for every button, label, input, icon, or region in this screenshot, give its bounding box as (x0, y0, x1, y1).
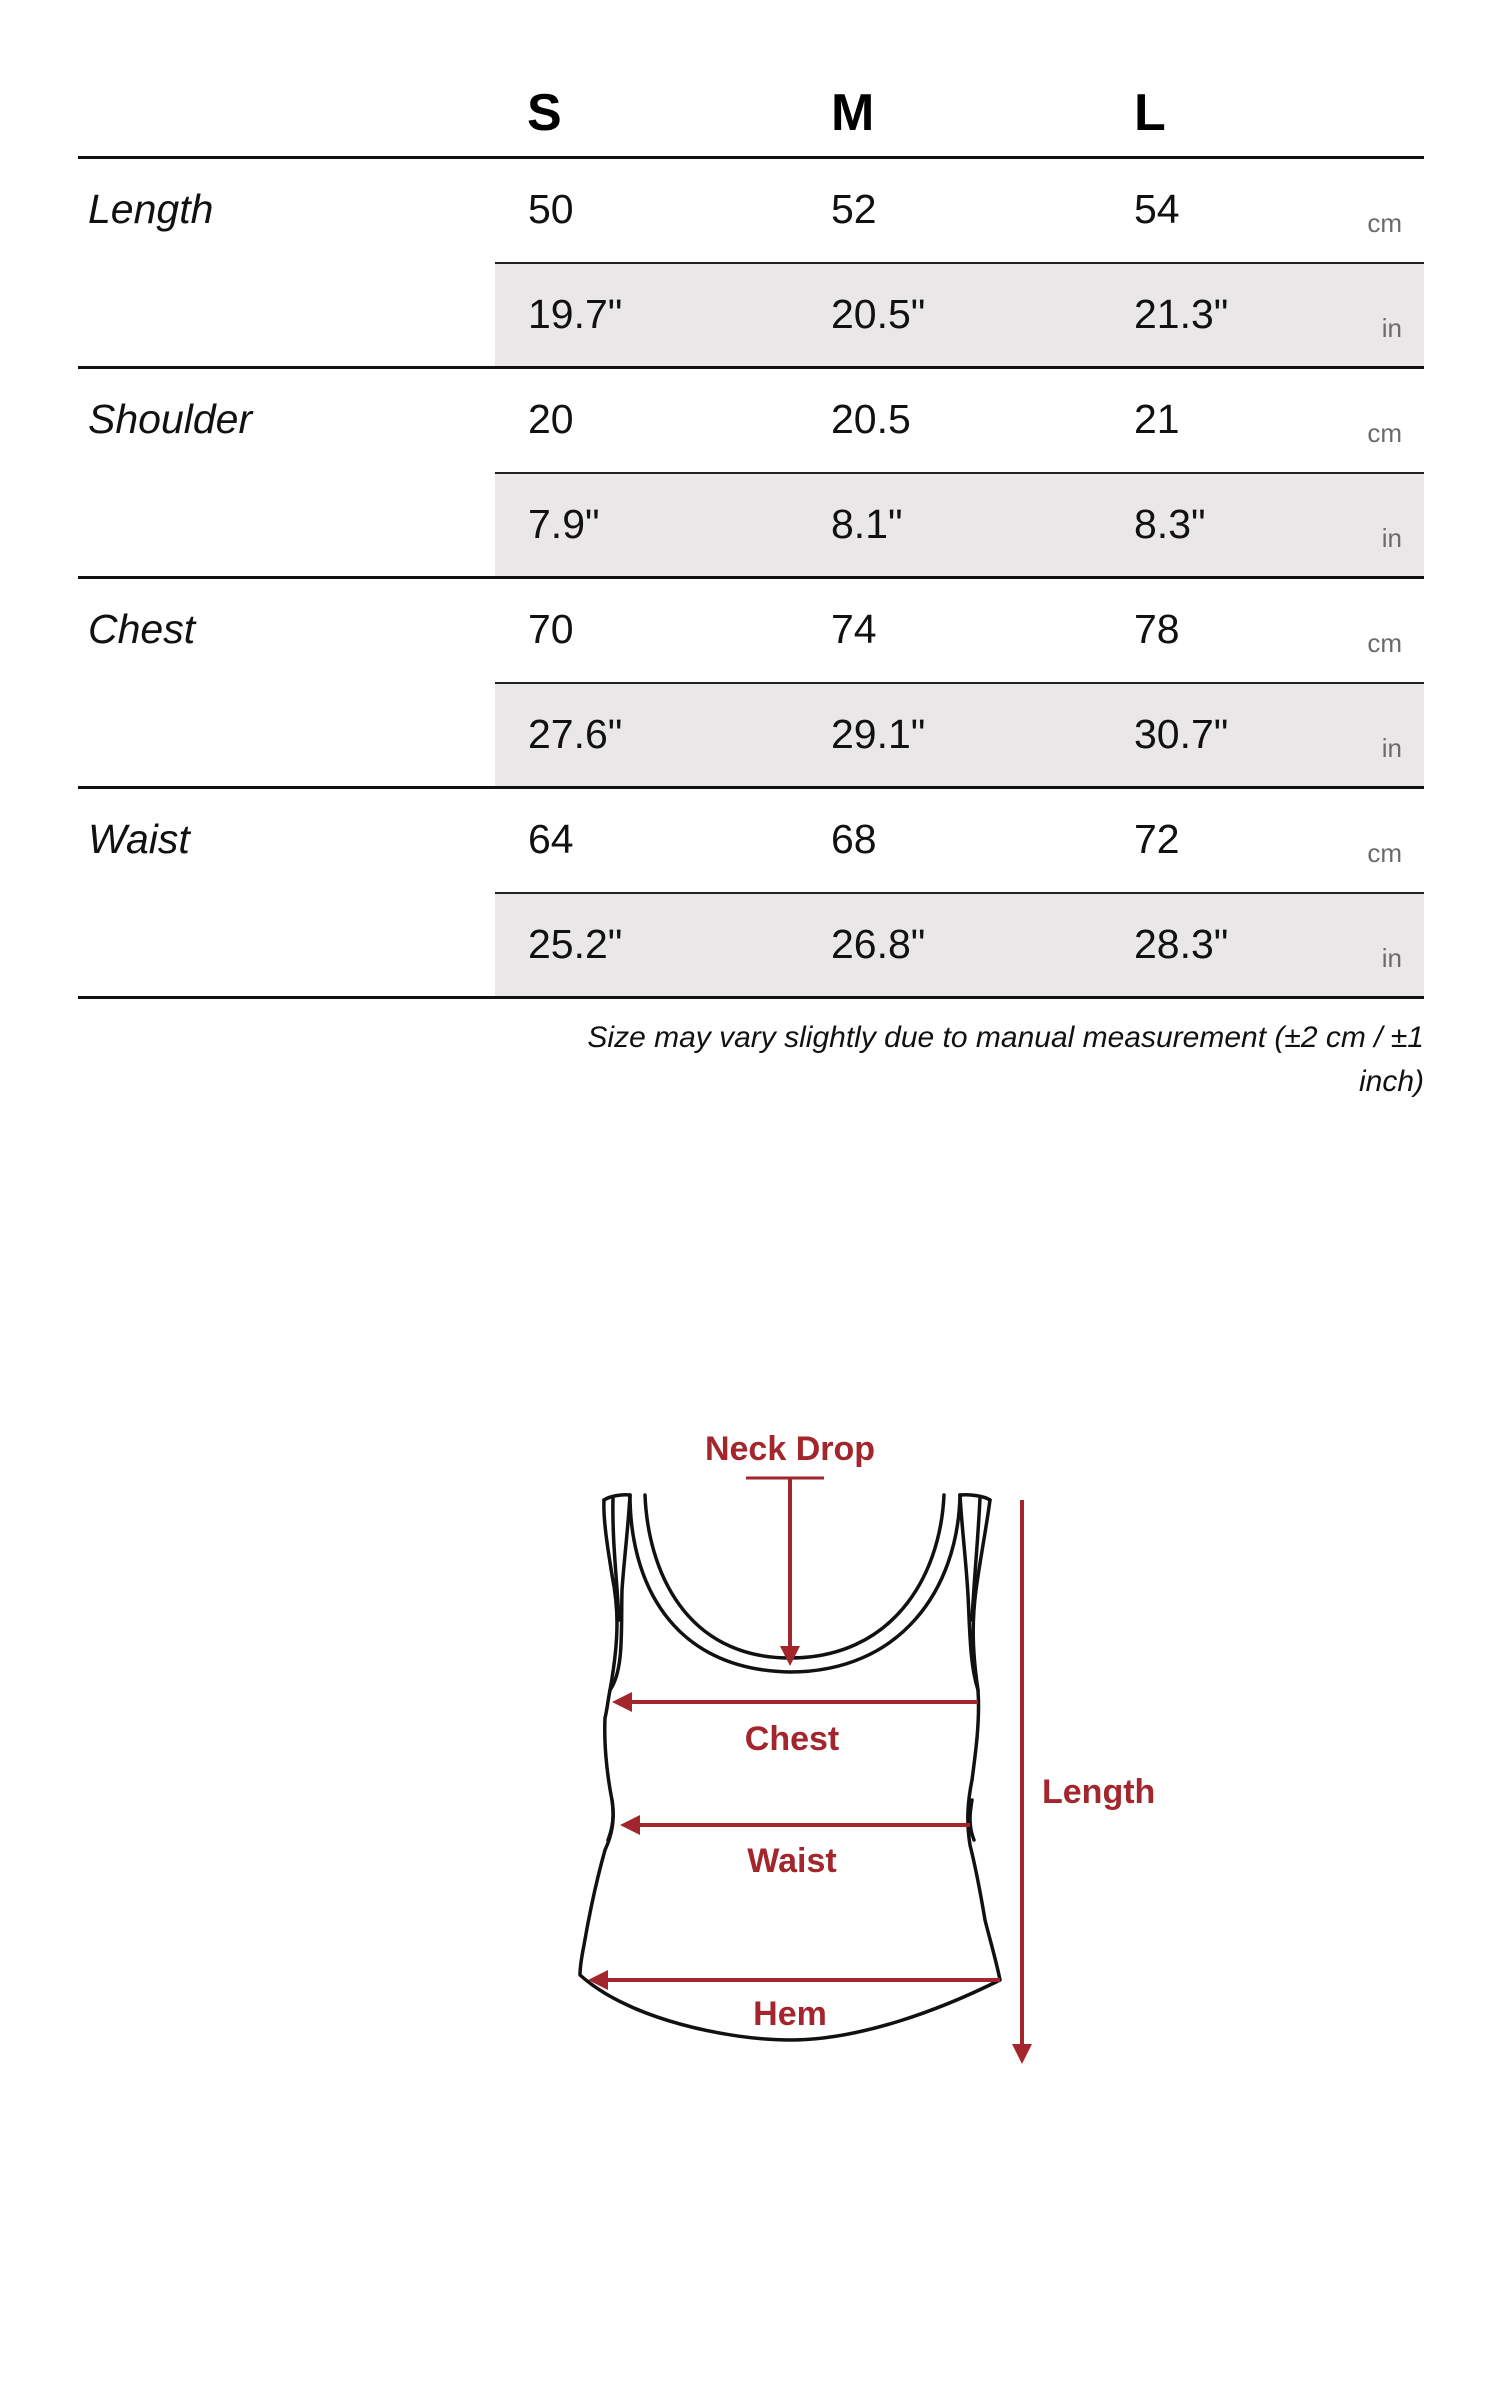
row-divider (495, 262, 1424, 264)
row-label-length: Length (88, 186, 214, 232)
inch-row-background (495, 474, 1424, 576)
value-cell: 54 (1134, 186, 1180, 232)
inch-row-background (495, 894, 1424, 996)
size-header-l: L (1134, 84, 1166, 142)
value-cell: 64 (528, 816, 574, 862)
waist-label: Waist (747, 1842, 837, 1880)
hem-label: Hem (753, 1995, 827, 2033)
length-label: Length (1042, 1773, 1156, 1811)
value-cell: 72 (1134, 816, 1180, 862)
section-divider (78, 576, 1424, 579)
unit-label-cm: cm (1367, 838, 1402, 868)
unit-label-in: in (1381, 523, 1402, 553)
value-cell: 30.7" (1134, 711, 1229, 757)
unit-label-cm: cm (1367, 628, 1402, 658)
value-cell: 8.1" (831, 501, 903, 547)
row-label-shoulder: Shoulder (88, 396, 253, 442)
value-cell: 20.5 (831, 396, 911, 442)
value-cell: 21 (1134, 396, 1180, 442)
section-divider (78, 786, 1424, 789)
value-cell: 28.3" (1134, 921, 1229, 967)
inch-row-background (495, 684, 1424, 786)
value-cell: 20.5" (831, 291, 926, 337)
value-cell: 52 (831, 186, 877, 232)
inch-row-background (495, 264, 1424, 366)
value-cell: 19.7" (528, 291, 623, 337)
waist-indicator (624, 1825, 970, 1880)
value-cell: 21.3" (1134, 291, 1229, 337)
unit-label-cm: cm (1367, 418, 1402, 448)
measurement-note: Size may vary slightly due to manual measurement (±2 cm / ±1 inch) (587, 1021, 1424, 1098)
size-header-m: M (831, 84, 875, 142)
tank-top-diagram (500, 1400, 1156, 2080)
length-indicator (1022, 1500, 1155, 2060)
unit-label-in: in (1381, 313, 1402, 343)
unit-label-in: in (1381, 733, 1402, 763)
table-bottom-rule (78, 996, 1424, 999)
value-cell: 29.1" (831, 711, 926, 757)
row-label-chest: Chest (88, 606, 196, 652)
value-cell: 78 (1134, 606, 1180, 652)
value-cell: 25.2" (528, 921, 623, 967)
section-divider (78, 366, 1424, 369)
chest-indicator (616, 1702, 978, 1758)
value-cell: 8.3" (1134, 501, 1206, 547)
unit-label-cm: cm (1367, 208, 1402, 238)
row-divider (495, 472, 1424, 474)
value-cell: 27.6" (528, 711, 623, 757)
row-divider (495, 892, 1424, 894)
value-cell: 68 (831, 816, 877, 862)
value-cell: 74 (831, 606, 877, 652)
chest-label: Chest (744, 1720, 840, 1758)
value-cell: 7.9" (528, 501, 600, 547)
unit-label-in: in (1381, 943, 1402, 973)
neck-drop-label: Neck Drop (704, 1430, 876, 1468)
size-header-s: S (527, 84, 562, 142)
value-cell: 50 (528, 186, 574, 232)
row-label-waist: Waist (88, 816, 190, 862)
header-divider (78, 156, 1424, 159)
value-cell: 20 (528, 396, 574, 442)
row-divider (495, 682, 1424, 684)
value-cell: 70 (528, 606, 574, 652)
neck-drop-indicator (705, 1430, 875, 1662)
value-cell: 26.8" (831, 921, 926, 967)
